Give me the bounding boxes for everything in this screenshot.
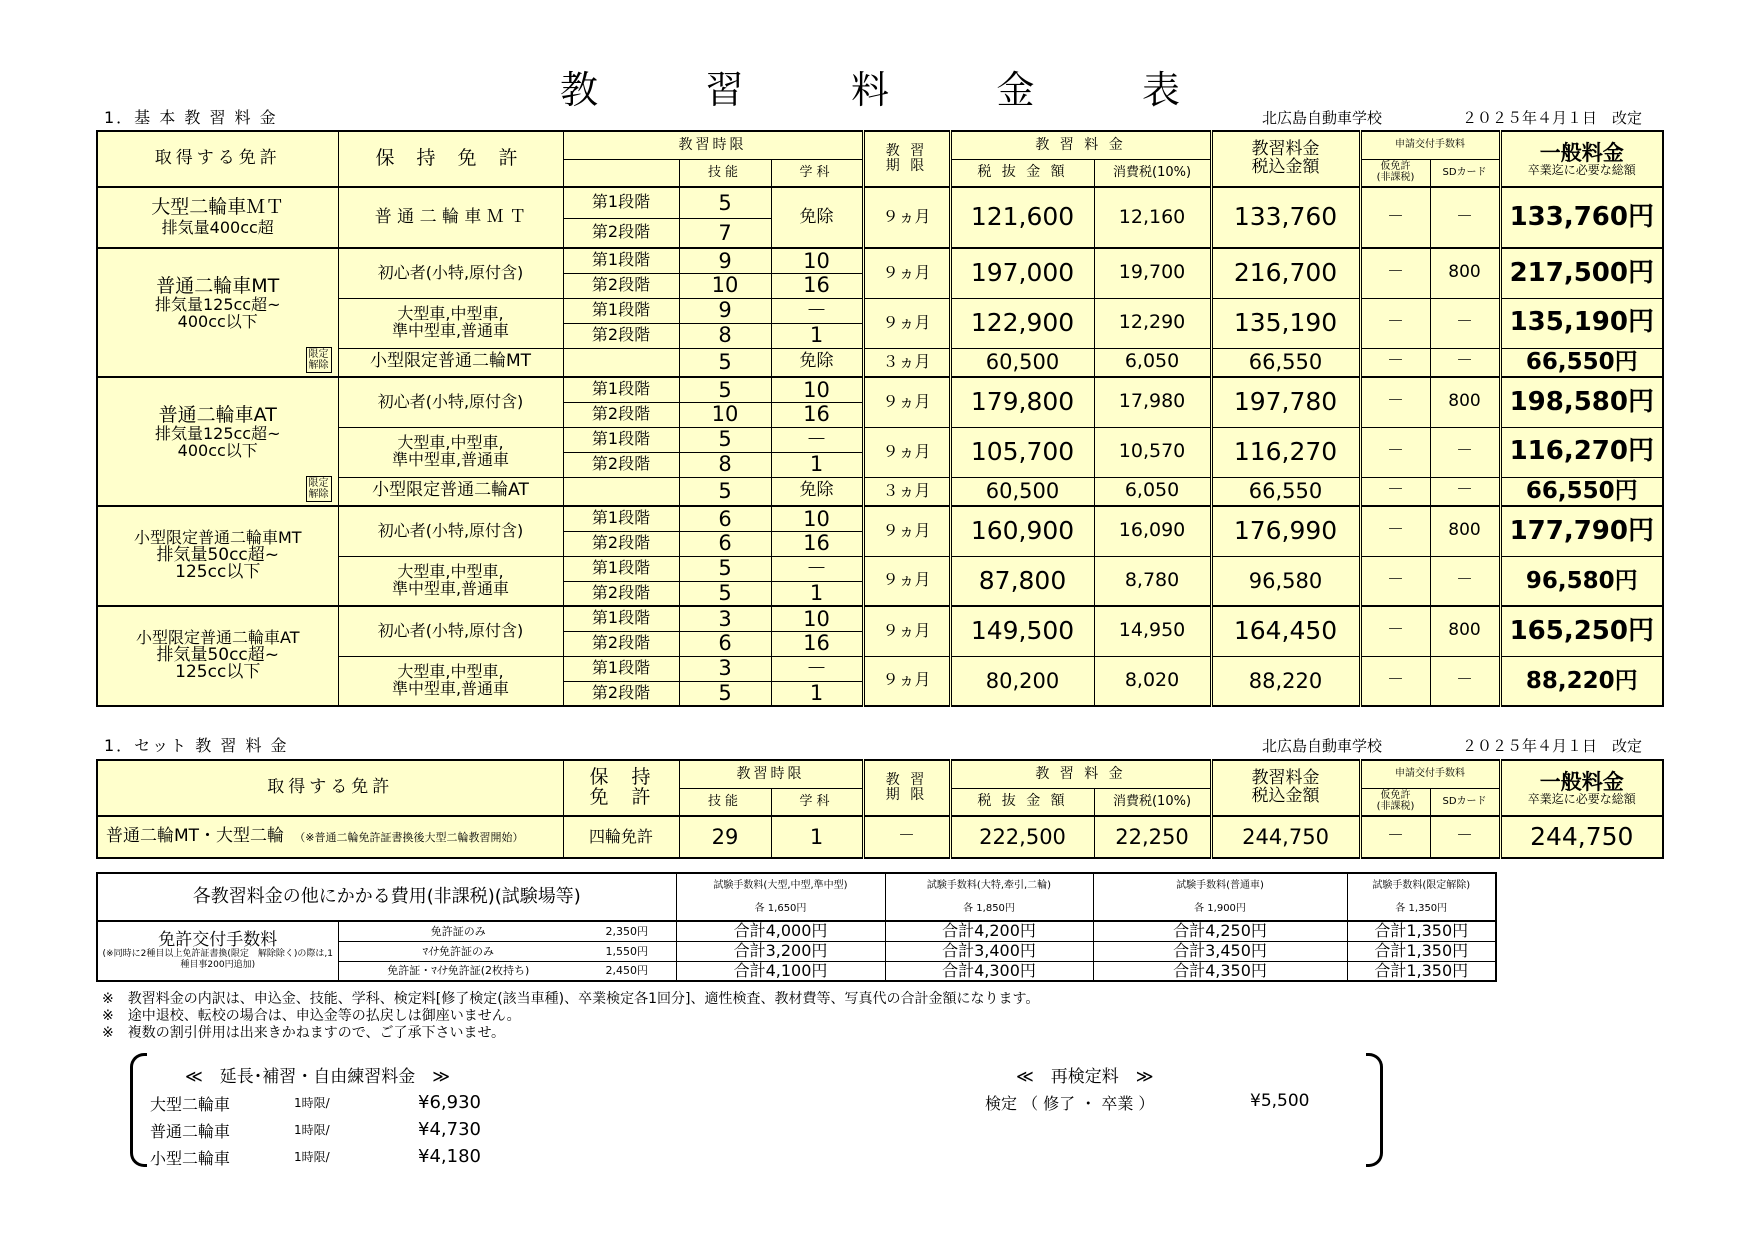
provisional-fee: － — [1360, 298, 1430, 348]
held-license: 小型限定普通二輪MT — [338, 348, 563, 377]
retest-item-price: ¥5,500 — [1250, 1091, 1310, 1111]
general-fee: 165,250円 — [1500, 606, 1663, 656]
skill-hours: 5 — [679, 477, 771, 506]
set-license-name: 普通二輪MT・大型二輪 （※普通二輪免許証書換後大型二輪教習開始） — [97, 816, 563, 858]
skill-hours: 9 — [679, 298, 771, 323]
pretax-amount: 149,500 — [950, 606, 1094, 656]
extension-item-price: ¥4,730 — [418, 1119, 481, 1140]
held-license: 四輪免許 — [563, 816, 679, 858]
sd-fee: 800 — [1430, 606, 1500, 656]
tax-amount: 14,950 — [1094, 606, 1211, 656]
theory-hours: 免除 — [771, 477, 863, 506]
extension-item-unit: 1時限/ — [294, 1123, 330, 1137]
held-license: 小型限定普通二輪AT — [338, 477, 563, 506]
period: ３ヵ月 — [863, 348, 950, 377]
skill-hours: 3 — [679, 606, 771, 631]
skill-hours: 29 — [679, 816, 771, 858]
right-bracket — [1366, 1053, 1383, 1167]
held-license: 初心者(小特,原付含) — [338, 377, 563, 427]
provisional-fee: － — [1360, 377, 1430, 427]
sd-fee: － — [1430, 816, 1500, 858]
extension-item-price: ¥6,930 — [418, 1092, 481, 1113]
header-skill: 技能 — [679, 159, 771, 187]
stage-label: 第1段階 — [563, 656, 679, 681]
theory-hours: 16 — [771, 273, 863, 298]
header-pretax: 税 抜 金 額 — [950, 159, 1094, 187]
taxin-amount: 66,550 — [1211, 348, 1360, 377]
stage-label: 第1段階 — [563, 248, 679, 273]
other-costs-title: 各教習料金の他にかかる費用(非課税)(試験場等) — [97, 873, 676, 921]
taxin-amount: 164,450 — [1211, 606, 1360, 656]
license-name: 普通二輪車MT 排気量125cc超~ 400cc以下 限定 解除 — [97, 248, 338, 377]
stage-label: 第2段階 — [563, 631, 679, 656]
theory-hours: 16 — [771, 531, 863, 556]
provisional-fee: － — [1360, 656, 1430, 706]
theory-hours: 16 — [771, 402, 863, 427]
taxin-amount: 88,220 — [1211, 656, 1360, 706]
skill-hours: 10 — [679, 273, 771, 298]
period: ３ヵ月 — [863, 477, 950, 506]
skill-hours: 5 — [679, 581, 771, 606]
exam-fee-each: 各 1,850円 — [885, 897, 1093, 921]
header-provisional: 仮免許 (非課税) — [1360, 159, 1430, 187]
pretax-amount: 160,900 — [950, 506, 1094, 556]
header-tax: 消費税(10%) — [1094, 159, 1211, 187]
stage-label: 第2段階 — [563, 323, 679, 348]
general-fee: 88,220円 — [1500, 656, 1663, 706]
license-name: 普通二輪車AT 排気量125cc超~ 400cc以下 限定 解除 — [97, 377, 338, 506]
tax-amount: 12,290 — [1094, 298, 1211, 348]
exam-fee-each: 各 1,900円 — [1093, 897, 1347, 921]
sd-fee: － — [1430, 187, 1500, 248]
section1-title: 1．基 本 教 習 料 金 — [104, 108, 278, 127]
header-general: 一般料金 卒業迄に必要な総額 — [1500, 131, 1663, 187]
header-provisional: 仮免許 (非課税) — [1360, 788, 1430, 816]
sd-fee: － — [1430, 656, 1500, 706]
skill-hours: 5 — [679, 348, 771, 377]
theory-hours: 免除 — [771, 348, 863, 377]
provisional-fee: － — [1360, 427, 1430, 477]
header-theory: 学科 — [771, 788, 863, 816]
stage-label: 第2段階 — [563, 273, 679, 298]
provisional-fee: － — [1360, 506, 1430, 556]
tax-amount: 10,570 — [1094, 427, 1211, 477]
license-name: 大型二輪車ＭＴ 排気量400cc超 — [97, 187, 338, 248]
theory-hours: － — [771, 298, 863, 323]
skill-hours: 6 — [679, 631, 771, 656]
theory-hours: － — [771, 556, 863, 581]
stage-label: 第2段階 — [563, 681, 679, 706]
taxin-amount: 135,190 — [1211, 298, 1360, 348]
header-skill: 技能 — [679, 788, 771, 816]
period: ９ヵ月 — [863, 427, 950, 477]
exam-fee-name: 試験手数料(大特,牽引,二輪) — [885, 873, 1093, 897]
tax-amount: 12,160 — [1094, 187, 1211, 248]
taxin-amount: 197,780 — [1211, 377, 1360, 427]
skill-hours: 5 — [679, 187, 771, 218]
theory-hours: 1 — [771, 816, 863, 858]
period: ９ヵ月 — [863, 377, 950, 427]
held-license: 大型車,中型車, 準中型車,普通車 — [338, 298, 563, 348]
pretax-amount: 60,500 — [950, 348, 1094, 377]
general-fee: 133,760円 — [1500, 187, 1663, 248]
issue-item-fee: 1,550円 — [578, 941, 676, 961]
header-tax: 消費税(10%) — [1094, 788, 1211, 816]
issue-item-name: ﾏｲﾅ免許証のみ — [338, 941, 578, 961]
sd-fee: － — [1430, 298, 1500, 348]
stage-label: 第2段階 — [563, 218, 679, 248]
header-taxin: 教習料金 税込金額 — [1211, 131, 1360, 187]
tax-amount: 22,250 — [1094, 816, 1211, 858]
skill-hours: 8 — [679, 323, 771, 348]
header-period: 教 習 期 限 — [863, 760, 950, 816]
pretax-amount: 80,200 — [950, 656, 1094, 706]
provisional-fee: － — [1360, 556, 1430, 606]
stage-label: 第1段階 — [563, 187, 679, 218]
theory-hours: 1 — [771, 681, 863, 706]
held-license: 初心者(小特,原付含) — [338, 606, 563, 656]
note-line: ※ 複数の割引併用は出来きかねますので、ご了承下さいませ。 — [102, 1025, 506, 1041]
tax-amount: 6,050 — [1094, 348, 1211, 377]
header-license-hold: 保 持 免 許 — [338, 131, 563, 187]
stage-label: 第2段階 — [563, 581, 679, 606]
header-taxin: 教習料金 税込金額 — [1211, 760, 1360, 816]
taxin-amount: 66,550 — [1211, 477, 1360, 506]
taxin-amount: 216,700 — [1211, 248, 1360, 298]
held-license: 大型車,中型車, 準中型車,普通車 — [338, 556, 563, 606]
skill-hours: 6 — [679, 531, 771, 556]
held-license: 大型車,中型車, 準中型車,普通車 — [338, 427, 563, 477]
header-fee: 教 習 料 金 — [950, 760, 1211, 788]
set-fee-table — [96, 759, 1664, 859]
held-license: 初心者(小特,原付含) — [338, 506, 563, 556]
total-fee: 合計1,350円 — [1347, 941, 1496, 961]
general-fee: 217,500円 — [1500, 248, 1663, 298]
stage-label: 第1段階 — [563, 506, 679, 531]
other-costs-table — [96, 872, 1497, 982]
pretax-amount: 105,700 — [950, 427, 1094, 477]
retest-item-name: 検定 （ 修了 ・ 卒業 ） — [985, 1094, 1155, 1113]
sd-fee: 800 — [1430, 248, 1500, 298]
theory-hours: 10 — [771, 506, 863, 531]
exam-fee-name: 試験手数料(限定解除) — [1347, 873, 1496, 897]
title-char: 教 — [560, 68, 599, 112]
issue-item-fee: 2,450円 — [578, 961, 676, 981]
header-theory: 学科 — [771, 159, 863, 187]
issue-item-name: 免許証のみ — [338, 921, 578, 941]
total-fee: 合計4,300円 — [885, 961, 1093, 981]
pretax-amount: 179,800 — [950, 377, 1094, 427]
skill-hours: 9 — [679, 248, 771, 273]
header-license-hold: 保 持 免 許 — [563, 760, 679, 816]
pretax-amount: 121,600 — [950, 187, 1094, 248]
tax-amount: 8,780 — [1094, 556, 1211, 606]
period: ９ヵ月 — [863, 656, 950, 706]
theory-hours: － — [771, 656, 863, 681]
title-char: 習 — [705, 68, 744, 112]
taxin-amount: 133,760 — [1211, 187, 1360, 248]
header-sd: SDカード — [1430, 159, 1500, 187]
header-license-get: 取得する免許 — [97, 760, 563, 816]
general-fee: 116,270円 — [1500, 427, 1663, 477]
title-char: 料 — [850, 68, 889, 112]
sd-fee: 800 — [1430, 377, 1500, 427]
general-fee: 66,550円 — [1500, 477, 1663, 506]
theory-hours: 1 — [771, 323, 863, 348]
tax-amount: 16,090 — [1094, 506, 1211, 556]
general-fee: 198,580円 — [1500, 377, 1663, 427]
stage-label: 第1段階 — [563, 606, 679, 631]
retest-title: ≪ 再検定料 ≫ — [1016, 1067, 1154, 1087]
total-fee: 合計3,450円 — [1093, 941, 1347, 961]
basic-fee-table — [96, 130, 1664, 707]
exam-fee-name: 試験手数料(大型,中型,準中型) — [676, 873, 885, 897]
header-general: 一般料金 卒業迄に必要な総額 — [1500, 760, 1663, 816]
extension-item-unit: 1時限/ — [294, 1096, 330, 1110]
header-fee: 教 習 料 金 — [950, 131, 1211, 159]
pretax-amount: 87,800 — [950, 556, 1094, 606]
sd-fee: － — [1430, 556, 1500, 606]
provisional-fee: － — [1360, 187, 1430, 248]
skill-hours: 7 — [679, 218, 771, 248]
total-fee: 合計4,000円 — [676, 921, 885, 941]
pretax-amount: 197,000 — [950, 248, 1094, 298]
extension-title: ≪ 延長･補習・自由練習料金 ≫ — [185, 1067, 451, 1087]
school-name: 北広島自動車学校 — [1262, 737, 1383, 755]
theory-hours: 16 — [771, 631, 863, 656]
note-line: ※ 途中退校、転校の場合は、申込金等の払戻しは御座いません。 — [102, 1008, 521, 1024]
tax-amount: 19,700 — [1094, 248, 1211, 298]
period: ９ヵ月 — [863, 506, 950, 556]
pretax-amount: 122,900 — [950, 298, 1094, 348]
tax-amount: 8,020 — [1094, 656, 1211, 706]
sd-fee: － — [1430, 348, 1500, 377]
stage-label: 第1段階 — [563, 377, 679, 402]
period: ９ヵ月 — [863, 556, 950, 606]
left-bracket — [130, 1053, 147, 1167]
header-hours: 教習時限 — [563, 131, 863, 159]
issue-fee-label: 免許交付手数料 (※同時に2種目以上免許証書換(限定 解除除く)の際は,1種目事200円追加) — [97, 921, 338, 981]
tax-amount: 17,980 — [1094, 377, 1211, 427]
general-fee: 66,550円 — [1500, 348, 1663, 377]
title-char: 表 — [1141, 68, 1180, 112]
provisional-fee: － — [1360, 248, 1430, 298]
header-pretax: 税 抜 金 額 — [950, 788, 1094, 816]
extension-item-price: ¥4,180 — [418, 1146, 481, 1167]
stage-label: 第1段階 — [563, 298, 679, 323]
stage-label: 第1段階 — [563, 427, 679, 452]
exam-fee-name: 試験手数料(普通車) — [1093, 873, 1347, 897]
held-license: 大型車,中型車, 準中型車,普通車 — [338, 656, 563, 706]
provisional-fee: － — [1360, 348, 1430, 377]
exam-fee-each: 各 1,350円 — [1347, 897, 1496, 921]
header-hours: 教習時限 — [679, 760, 863, 788]
general-fee: 244,750 — [1500, 816, 1663, 858]
total-fee: 合計1,350円 — [1347, 921, 1496, 941]
title-char: 金 — [996, 68, 1035, 112]
skill-hours: 6 — [679, 506, 771, 531]
note-line: ※ 教習料金の内訳は、申込金、技能、学科、検定料[修了検定(該当車種)、卒業検定各1回分]、適性検査、教材費等、写真代の合計金額になります。 — [102, 991, 1040, 1007]
stage-label: 第2段階 — [563, 452, 679, 477]
revision-date: ２０２５年４月１日 改定 — [1462, 109, 1643, 127]
provisional-fee: － — [1360, 816, 1430, 858]
skill-hours: 5 — [679, 681, 771, 706]
page-title — [560, 68, 1180, 112]
taxin-amount: 96,580 — [1211, 556, 1360, 606]
stage-label: 第2段階 — [563, 531, 679, 556]
extension-item-name: 普通二輪車 — [150, 1122, 231, 1141]
taxin-amount: 116,270 — [1211, 427, 1360, 477]
skill-hours: 5 — [679, 377, 771, 402]
period: － — [863, 816, 950, 858]
total-fee: 合計3,400円 — [885, 941, 1093, 961]
issue-item-fee: 2,350円 — [578, 921, 676, 941]
taxin-amount: 176,990 — [1211, 506, 1360, 556]
period: ９ヵ月 — [863, 187, 950, 248]
issue-item-name: 免許証・ﾏｲﾅ免許証(2枚持ち) — [338, 961, 578, 981]
skill-hours: 5 — [679, 556, 771, 581]
pretax-amount: 60,500 — [950, 477, 1094, 506]
total-fee: 合計4,200円 — [885, 921, 1093, 941]
period: ９ヵ月 — [863, 298, 950, 348]
extension-item-name: 小型二輪車 — [150, 1149, 231, 1168]
pretax-amount: 222,500 — [950, 816, 1094, 858]
held-license: 初心者(小特,原付含) — [338, 248, 563, 298]
skill-hours: 3 — [679, 656, 771, 681]
limit-release-badge: 限定 解除 — [306, 347, 332, 373]
total-fee: 合計4,250円 — [1093, 921, 1347, 941]
total-fee: 合計1,350円 — [1347, 961, 1496, 981]
school-name: 北広島自動車学校 — [1262, 109, 1383, 127]
general-fee: 96,580円 — [1500, 556, 1663, 606]
section2-title: 1．セット 教 習 料 金 — [104, 736, 289, 755]
header-sd: SDカード — [1430, 788, 1500, 816]
sd-fee: － — [1430, 427, 1500, 477]
theory-hours: 10 — [771, 606, 863, 631]
total-fee: 合計3,200円 — [676, 941, 885, 961]
total-fee: 合計4,350円 — [1093, 961, 1347, 981]
extension-item-unit: 1時限/ — [294, 1150, 330, 1164]
sd-fee: － — [1430, 477, 1500, 506]
general-fee: 177,790円 — [1500, 506, 1663, 556]
taxin-amount: 244,750 — [1211, 816, 1360, 858]
theory-hours: 1 — [771, 581, 863, 606]
held-license: 普 通 二 輪 車 Ｍ Ｔ — [338, 187, 563, 248]
license-name: 小型限定普通二輪車MT 排気量50cc超~ 125cc以下 — [97, 506, 338, 606]
theory-hours: － — [771, 427, 863, 452]
general-fee: 135,190円 — [1500, 298, 1663, 348]
extension-item-name: 大型二輪車 — [150, 1095, 231, 1114]
provisional-fee: － — [1360, 477, 1430, 506]
stage-label: 第2段階 — [563, 402, 679, 427]
provisional-fee: － — [1360, 606, 1430, 656]
exam-fee-each: 各 1,650円 — [676, 897, 885, 921]
tax-amount: 6,050 — [1094, 477, 1211, 506]
theory-hours: 10 — [771, 377, 863, 402]
header-license-get: 取得する免許 — [97, 131, 338, 187]
limit-release-badge: 限定 解除 — [306, 476, 332, 502]
sd-fee: 800 — [1430, 506, 1500, 556]
theory-hours: 免除 — [771, 187, 863, 248]
theory-hours: 1 — [771, 452, 863, 477]
period: ９ヵ月 — [863, 606, 950, 656]
header-period: 教 習 期 限 — [863, 131, 950, 187]
license-name: 小型限定普通二輪車AT 排気量50cc超~ 125cc以下 — [97, 606, 338, 706]
header-app-fee: 申請交付手数料 — [1360, 131, 1500, 159]
header-app-fee: 申請交付手数料 — [1360, 760, 1500, 788]
period: ９ヵ月 — [863, 248, 950, 298]
total-fee: 合計4,100円 — [676, 961, 885, 981]
revision-date: ２０２５年４月１日 改定 — [1462, 737, 1643, 755]
skill-hours: 10 — [679, 402, 771, 427]
theory-hours: 10 — [771, 248, 863, 273]
skill-hours: 5 — [679, 427, 771, 452]
stage-label: 第1段階 — [563, 556, 679, 581]
skill-hours: 8 — [679, 452, 771, 477]
